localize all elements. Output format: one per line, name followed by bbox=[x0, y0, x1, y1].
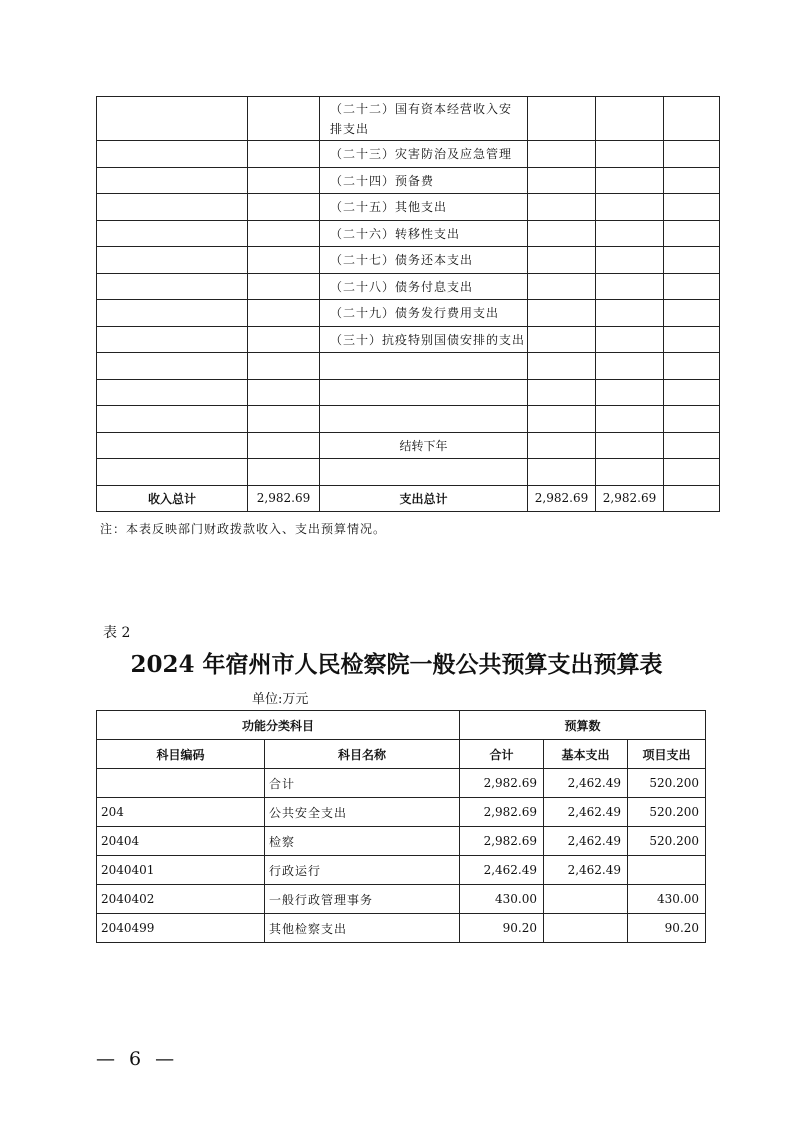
total-amount: 2,982.69 bbox=[460, 827, 544, 856]
income-total-label: 收入总计 bbox=[97, 485, 248, 512]
subject-name: 一般行政管理事务 bbox=[265, 885, 460, 914]
fiscal-income-expense-table bbox=[96, 96, 720, 512]
basic-amount: 2,462.49 bbox=[544, 769, 628, 798]
project-amount: 430.00 bbox=[628, 885, 706, 914]
unit-label: 单位:万元 bbox=[252, 692, 309, 707]
subject-code: 2040402 bbox=[97, 885, 265, 914]
project-amount: 520.200 bbox=[628, 769, 706, 798]
income-total-value: 2,982.69 bbox=[248, 485, 320, 512]
subject-code: 20404 bbox=[97, 827, 265, 856]
header-row bbox=[97, 740, 706, 769]
table-row bbox=[97, 827, 706, 856]
table-note: 注：本表反映部门财政拨款收入、支出预算情况。 bbox=[100, 522, 387, 536]
header-functional-classification: 功能分类科目 bbox=[97, 711, 460, 740]
subject-name: 公共安全支出 bbox=[265, 798, 460, 827]
general-budget-expense-table bbox=[96, 710, 706, 943]
table-row bbox=[97, 459, 720, 486]
table-row bbox=[97, 141, 720, 168]
expense-item: （二十二）国有资本经营收入安排支出 bbox=[320, 97, 528, 141]
table-row bbox=[97, 432, 720, 459]
expense-total-value: 2,982.69 bbox=[528, 485, 596, 512]
subject-code: 2040499 bbox=[97, 914, 265, 943]
project-amount: 90.20 bbox=[628, 914, 706, 943]
subject-name: 其他检察支出 bbox=[265, 914, 460, 943]
expense-item bbox=[320, 406, 528, 433]
header-group-row bbox=[97, 711, 706, 740]
expense-item bbox=[320, 459, 528, 486]
table-row bbox=[97, 167, 720, 194]
column-header-basic: 基本支出 bbox=[544, 740, 628, 769]
page-title: 2024 年宿州市人民检察院一般公共预算支出预算表 bbox=[130, 651, 663, 678]
subject-code: 2040401 bbox=[97, 856, 265, 885]
project-amount bbox=[628, 856, 706, 885]
table-row bbox=[97, 798, 706, 827]
expense-total-label: 支出总计 bbox=[320, 485, 528, 512]
expense-item: （二十七）债务还本支出 bbox=[320, 247, 528, 274]
total-amount: 430.00 bbox=[460, 885, 544, 914]
expense-item: （二十八）债务付息支出 bbox=[320, 273, 528, 300]
table-row bbox=[97, 273, 720, 300]
subject-code: 204 bbox=[97, 798, 265, 827]
total-amount: 2,982.69 bbox=[460, 798, 544, 827]
table-label: 表 2 bbox=[103, 625, 131, 641]
project-amount: 520.200 bbox=[628, 827, 706, 856]
column-header-project: 项目支出 bbox=[628, 740, 706, 769]
subject-name: 检察 bbox=[265, 827, 460, 856]
table-row bbox=[97, 856, 706, 885]
table-row bbox=[97, 353, 720, 380]
basic-amount: 2,462.49 bbox=[544, 798, 628, 827]
column-header-code: 科目编码 bbox=[97, 740, 265, 769]
total-row bbox=[97, 485, 720, 512]
expense-item bbox=[320, 353, 528, 380]
table-row bbox=[97, 406, 720, 433]
header-budget-amount: 预算数 bbox=[460, 711, 706, 740]
column-header-total: 合计 bbox=[460, 740, 544, 769]
basic-amount bbox=[544, 914, 628, 943]
subject-code bbox=[97, 769, 265, 798]
expense-item: （二十五）其他支出 bbox=[320, 194, 528, 221]
expense-item: （二十六）转移性支出 bbox=[320, 220, 528, 247]
basic-amount bbox=[544, 885, 628, 914]
table-row bbox=[97, 379, 720, 406]
table-row bbox=[97, 914, 706, 943]
expense-total-value-2: 2,982.69 bbox=[596, 485, 664, 512]
expense-item: （二十四）预备费 bbox=[320, 167, 528, 194]
column-header-name: 科目名称 bbox=[265, 740, 460, 769]
expense-item: （二十三）灾害防治及应急管理 bbox=[320, 141, 528, 168]
table-row bbox=[97, 885, 706, 914]
table-row bbox=[97, 326, 720, 353]
subject-name: 合计 bbox=[265, 769, 460, 798]
basic-amount: 2,462.49 bbox=[544, 827, 628, 856]
expense-item bbox=[320, 379, 528, 406]
table-row bbox=[97, 247, 720, 274]
expense-item: （二十九）债务发行费用支出 bbox=[320, 300, 528, 327]
page-number: — 6 — bbox=[96, 1048, 179, 1070]
expense-item: （三十）抗疫特别国债安排的支出 bbox=[320, 326, 528, 353]
total-amount: 90.20 bbox=[460, 914, 544, 943]
table-row bbox=[97, 769, 706, 798]
total-amount: 2,462.49 bbox=[460, 856, 544, 885]
project-amount: 520.200 bbox=[628, 798, 706, 827]
total-amount: 2,982.69 bbox=[460, 769, 544, 798]
table-row bbox=[97, 97, 720, 141]
carry-forward-label: 结转下年 bbox=[320, 432, 528, 459]
subject-name: 行政运行 bbox=[265, 856, 460, 885]
table-row bbox=[97, 194, 720, 221]
table-row bbox=[97, 300, 720, 327]
basic-amount: 2,462.49 bbox=[544, 856, 628, 885]
table-row bbox=[97, 220, 720, 247]
